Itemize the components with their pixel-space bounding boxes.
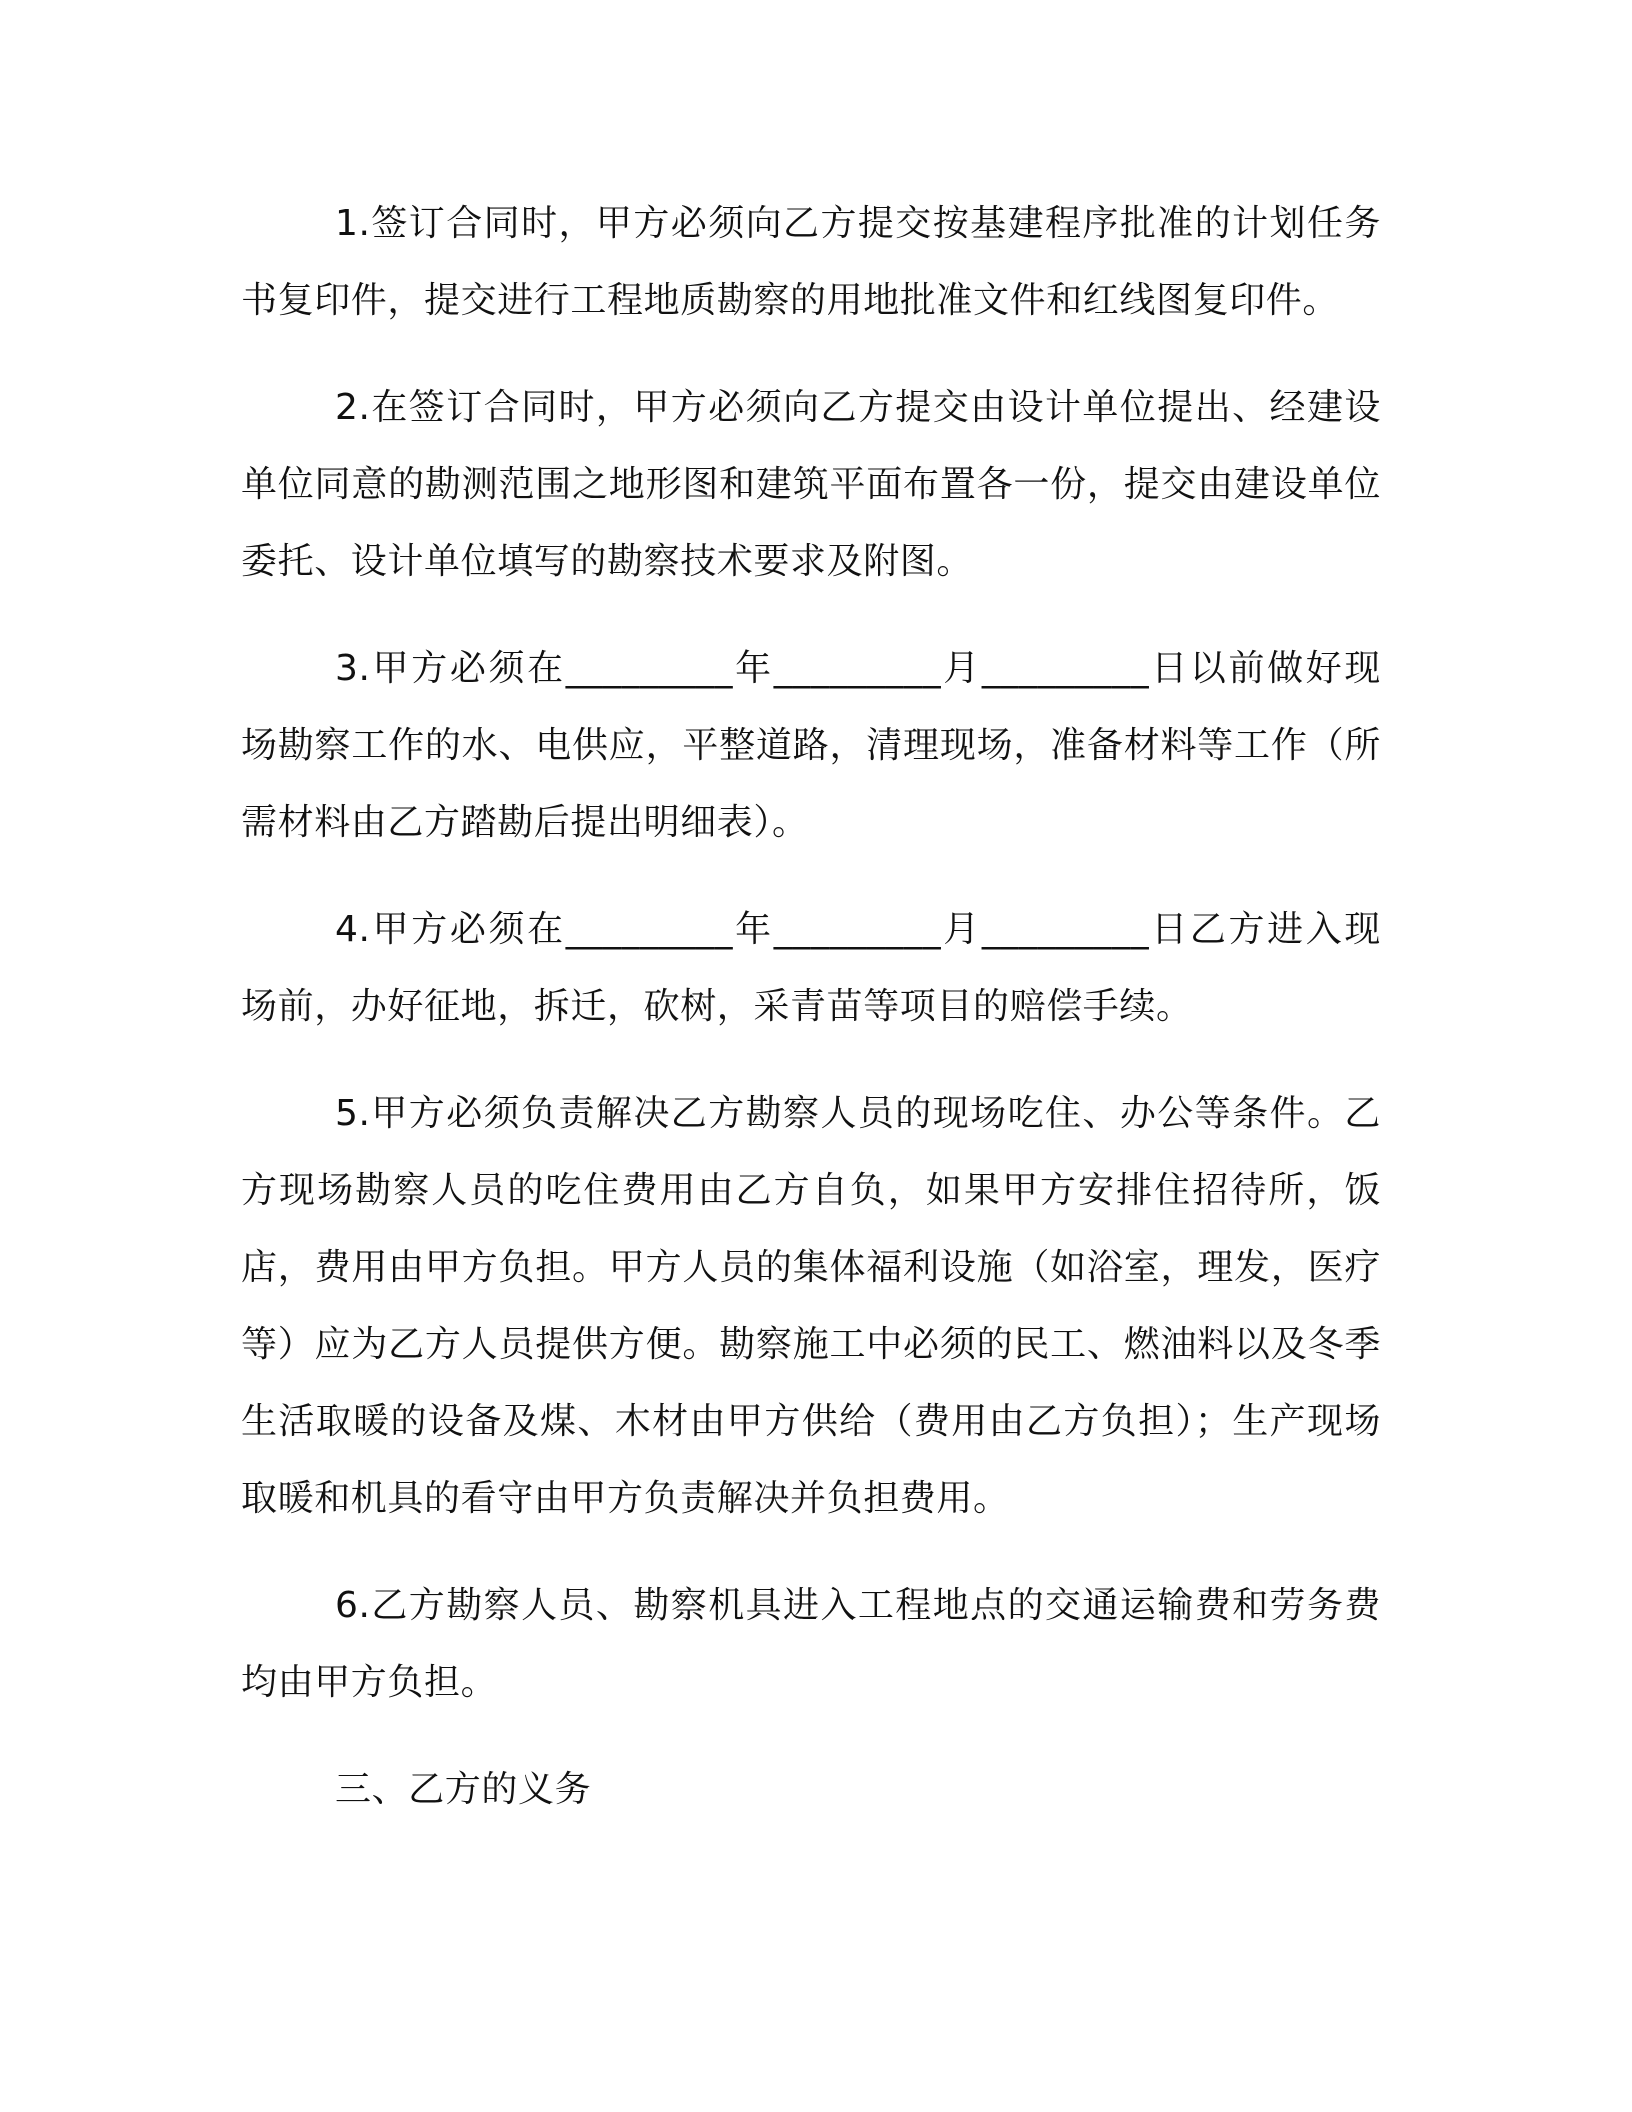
document-body bbox=[241, 185, 1381, 1858]
paragraph-3: 3.甲方必须在_________年_________月_________日以前做好现场勘察工作的水、电供应，平整道路，清理现场，准备材料等工作（所需材料由乙方踏勘后提出明细表）。 bbox=[241, 648, 1381, 843]
paragraph-4: 4.甲方必须在_________年_________月_________日乙方进入现场前，办好征地，拆迁，砍树，采青苗等项目的赔偿手续。 bbox=[241, 909, 1381, 1027]
paragraph-1: 1.签订合同时，甲方必须向乙方提交按基建程序批准的计划任务书复印件，提交进行工程地质勘察的用地批准文件和红线图复印件。 bbox=[241, 203, 1381, 321]
section-heading: 三、乙方的义务 bbox=[335, 1769, 592, 1810]
paragraph-2: 2.在签订合同时，甲方必须向乙方提交由设计单位提出、经建设单位同意的勘测范围之地形图和建筑平面布置各一份，提交由建设单位委托、设计单位填写的勘察技术要求及附图。 bbox=[241, 387, 1381, 582]
paragraph-6: 6.乙方勘察人员、勘察机具进入工程地点的交通运输费和劳务费均由甲方负担。 bbox=[241, 1585, 1381, 1703]
paragraph-5: 5.甲方必须负责解决乙方勘察人员的现场吃住、办公等条件。乙方现场勘察人员的吃住费用由乙方自负，如果甲方安排住招待所，饭店，费用由甲方负担。甲方人员的集体福利设施（如浴室，理发，医疗等）应为乙方人员提供方便。勘察施工中必须的民工、燃油料以及冬季生活取暖的设备及煤、木材由甲方供给（费用由乙方负担）；生产现场取暖和机具的看守由甲方负责解决并负担费用。 bbox=[241, 1093, 1381, 1519]
